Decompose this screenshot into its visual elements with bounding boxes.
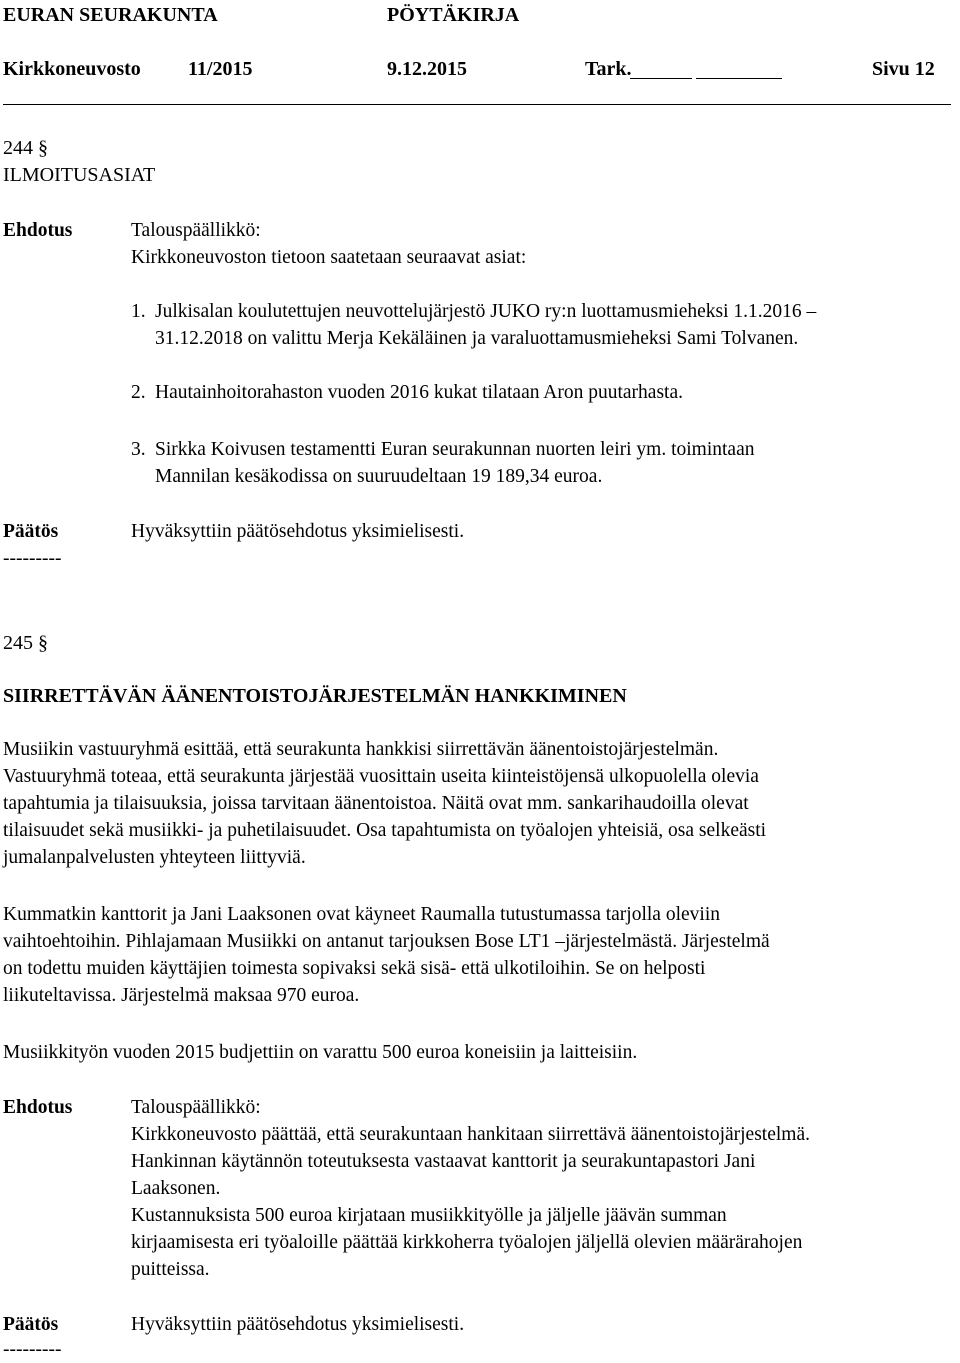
point-text: Mannilan kesäkodissa on suuruudeltaan 19 189,34 euroa. [155, 466, 603, 487]
section-title-245: SIIRRETTÄVÄN ÄÄNENTOISTOJÄRJESTELMÄN HANKKIMINEN [3, 685, 627, 707]
body-line: Kummatkin kanttorit ja Jani Laaksonen ovat käyneet Raumalla tutustumassa tarjolla oleviin [3, 904, 720, 925]
proposal-line: Kustannuksista 500 euroa kirjataan musiikkityölle ja jäljelle jäävän summan [131, 1205, 727, 1226]
point-number: 2. [131, 382, 146, 403]
point-number: 3. [131, 439, 146, 460]
point-number: 1. [131, 301, 146, 322]
separator-245: --------- [3, 1339, 62, 1360]
body-line: liikuteltavissa. Järjestelmä maksaa 970 euroa. [3, 985, 360, 1006]
meeting-number: 11/2015 [188, 58, 253, 80]
point-text: Sirkka Koivusen testamentti Euran seurakunnan nuorten leiri ym. toimintaan [155, 439, 755, 460]
point-text: Hautainhoitorahaston vuoden 2016 kukat tilataan Aron puutarhasta. [155, 382, 683, 403]
proposer-244: Talouspäällikkö: [131, 220, 261, 241]
decision-text-245: Hyväksyttiin päätösehdotus yksimielisesti. [131, 1314, 465, 1335]
section-number-245: 245 § [3, 632, 48, 654]
section-title-244: ILMOITUSASIAT [3, 164, 156, 186]
section-number-244: 244 § [3, 137, 48, 159]
decision-text-244: Hyväksyttiin päätösehdotus yksimielisesti. [131, 521, 465, 542]
point-text: 31.12.2018 on valittu Merja Kekäläinen ja varaluottamusmieheksi Sami Tolvanen. [155, 328, 799, 349]
decision-label-244: Päätös [3, 521, 59, 542]
separator-244: --------- [3, 548, 62, 569]
proposal-intro-244: Kirkkoneuvoston tietoon saatetaan seuraavat asiat: [131, 247, 527, 268]
body-line: Vastuuryhmä toteaa, että seurakunta järjestää vuosittain useita kiinteistöjensä ulkopuolella olevia [3, 766, 759, 787]
point-text: Julkisalan koulutettujen neuvottelujärjestö JUKO ry:n luottamusmieheksi 1.1.2016 – [155, 301, 817, 322]
body-line: vaihtoehtoihin. Pihlajamaan Musiikki on antanut tarjouksen Bose LT1 –järjestelmästä. Järjestelmä [3, 931, 770, 952]
proposal-line: puitteissa. [131, 1259, 210, 1280]
body-line: tilaisuudet sekä musiikki- ja puhetilaisuudet. Osa tapahtumista on työalojen yhteisiä, osa selkeästi [3, 820, 767, 841]
body-line: Musiikin vastuuryhmä esittää, että seurakunta hankkisi siirrettävän äänentoistojärjestelmän. [3, 739, 719, 760]
check-label: Tark. [585, 58, 632, 80]
body-line: Musiikkityön vuoden 2015 budjettiin on varattu 500 euroa koneisiin ja laitteisiin. [3, 1042, 638, 1063]
proposer-245: Talouspäällikkö: [131, 1097, 261, 1118]
body-line: tapahtumia ja tilaisuuksia, joissa tarvitaan äänentoistoa. Näitä ovat mm. sankarihaudoilla olevat [3, 793, 749, 814]
page-number: Sivu 12 [872, 58, 935, 80]
header-rule [3, 104, 951, 105]
proposal-line: Laaksonen. [131, 1178, 221, 1199]
organization-name: EURAN SEURAKUNTA [3, 4, 218, 26]
meeting-body: Kirkkoneuvosto [3, 58, 141, 80]
document-type: PÖYTÄKIRJA [387, 4, 520, 26]
body-line: on todettu muiden käyttäjien toimesta sopivaksi sekä sisä- että ulkotiloihin. Se on helposti [3, 958, 706, 979]
meeting-date: 9.12.2015 [387, 58, 467, 80]
proposal-label-245: Ehdotus [3, 1097, 73, 1118]
proposal-label-244: Ehdotus [3, 220, 73, 241]
proposal-line: Hankinnan käytännön toteutuksesta vastaavat kanttorit ja seurakuntapastori Jani [131, 1151, 756, 1172]
body-line: jumalanpalvelusten yhteyteen liittyviä. [3, 847, 306, 868]
decision-label-245: Päätös [3, 1314, 59, 1335]
proposal-line: kirjaamisesta eri työaloille päättää kirkkoherra työalojen jäljellä olevien määrärahojen [131, 1232, 803, 1253]
proposal-line: Kirkkoneuvosto päättää, että seurakuntaan hankitaan siirrettävä äänentoistojärjestelmä. [131, 1124, 810, 1145]
check-signature-blank-2 [696, 56, 782, 79]
check-signature-blank-1 [630, 56, 692, 79]
